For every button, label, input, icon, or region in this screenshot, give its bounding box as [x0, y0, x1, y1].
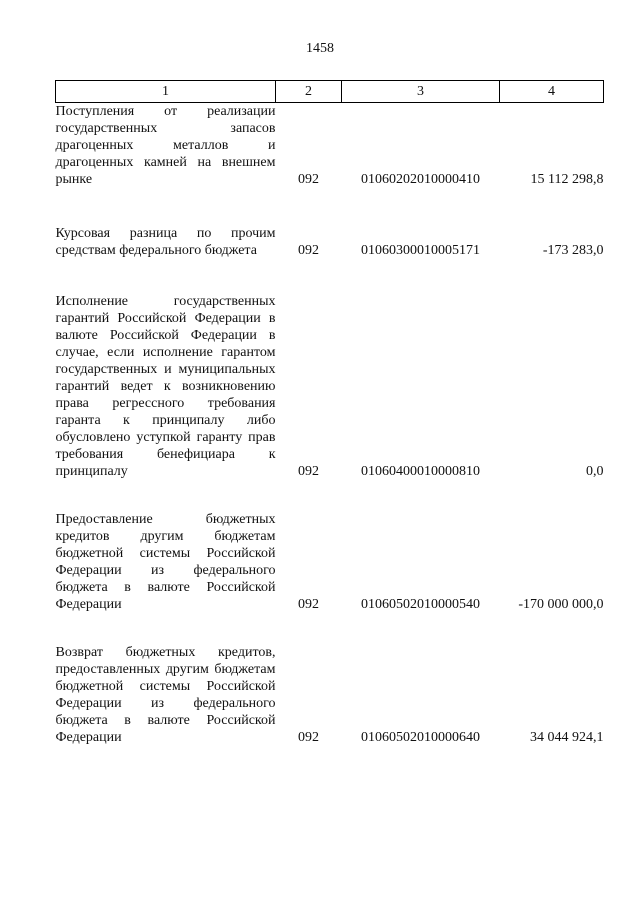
table-row	[56, 293, 604, 480]
row-amount: 34 044 924,1	[530, 730, 604, 745]
header-col-4: 4	[500, 81, 604, 103]
header-row	[56, 81, 604, 103]
row-amount: 0,0	[586, 464, 604, 479]
table-header	[56, 81, 604, 103]
row-description: Поступления от реализации государственных запасов драгоценных металлов и драгоценных камней на внешнем рынке	[55, 104, 276, 187]
row-classification: 01060202010000410	[361, 172, 480, 187]
row-classification: 01060502010000540	[361, 597, 480, 612]
row-code: 092	[298, 730, 319, 745]
row-amount: -170 000 000,0	[518, 597, 604, 612]
table-row	[56, 644, 604, 746]
row-spacer	[56, 613, 604, 644]
header-col-3: 3	[342, 81, 500, 103]
budget-table	[55, 80, 604, 746]
row-spacer	[56, 188, 604, 225]
row-description: Исполнение государственных гарантий Российской Федерации в валюте Российской Федерации в случае, если исполнение гарантом государственных и муниципальных гарантий ведет к возникновению права регрессного требования гаранта к принципалу либо обусловлено уступкой гаранту прав требования бенефициара к принципалу	[55, 294, 276, 479]
table-row	[56, 225, 604, 259]
row-code: 092	[298, 172, 319, 187]
row-code: 092	[298, 464, 319, 479]
row-description: Предоставление бюджетных кредитов другим бюджетам бюджетной системы Российской Федерации из федерального бюджета в валюте Российской Федерации	[55, 512, 276, 612]
table-row	[56, 511, 604, 613]
header-col-2: 2	[276, 81, 342, 103]
header-col-1: 1	[56, 81, 276, 103]
row-spacer	[56, 259, 604, 293]
row-amount: 15 112 298,8	[530, 172, 604, 187]
page-number: 1458	[306, 41, 334, 56]
row-code: 092	[298, 597, 319, 612]
row-description: Возврат бюджетных кредитов, предоставленных другим бюджетам бюджетной системы Российской Федерации из федерального бюджета в валюте Российской Федерации	[55, 645, 276, 745]
row-classification: 01060400010000810	[361, 464, 480, 479]
row-classification: 01060502010000640	[361, 730, 480, 745]
table-row	[56, 103, 604, 189]
row-classification: 01060300010005171	[361, 243, 480, 258]
row-spacer	[56, 480, 604, 511]
row-description: Курсовая разница по прочим средствам федерального бюджета	[55, 226, 276, 258]
table-body	[56, 103, 604, 747]
row-amount: -173 283,0	[542, 243, 604, 258]
row-code: 092	[298, 243, 319, 258]
